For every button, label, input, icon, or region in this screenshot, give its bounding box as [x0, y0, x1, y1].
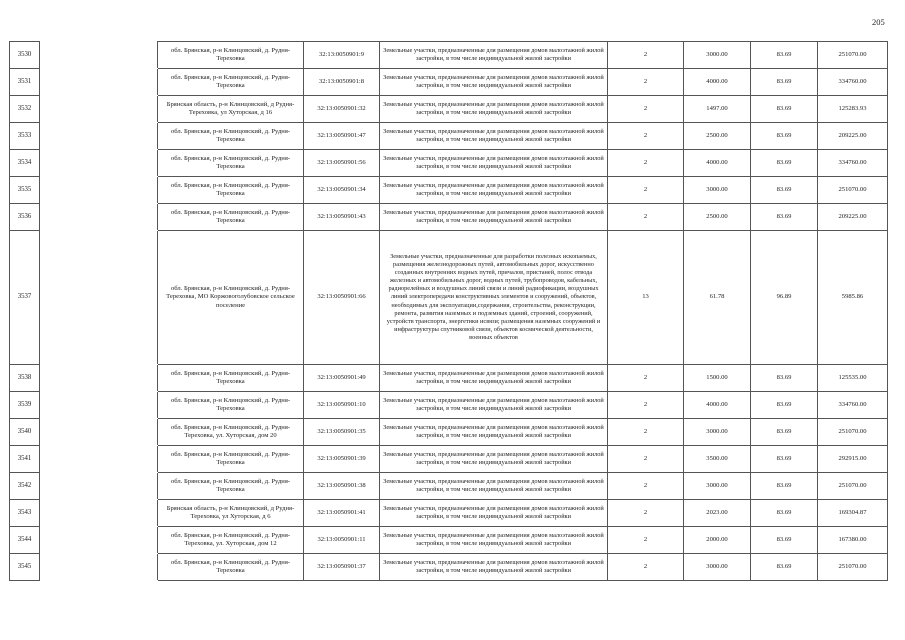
group-code-cell: 13	[608, 231, 684, 365]
group-code-cell: 2	[608, 527, 684, 554]
group-code-cell: 2	[608, 365, 684, 392]
group-code-cell: 2	[608, 204, 684, 231]
area-cell: 2000.00	[684, 527, 751, 554]
land-use-cell: Земельные участки, предназначенные для размещения домов малоэтажной жилой застройки, в том числе индивидуальной жилой застройки	[380, 150, 608, 177]
cadastral-number-cell: 32:13:0050901:9	[304, 42, 380, 69]
row-number-cell: 3541	[10, 446, 40, 473]
specific-value-cell: 83.69	[751, 500, 818, 527]
group-code-cell: 2	[608, 419, 684, 446]
specific-value-cell: 83.69	[751, 69, 818, 96]
cadastral-number-cell: 32:13:0050901:32	[304, 96, 380, 123]
specific-value-cell: 83.69	[751, 123, 818, 150]
cadastral-value-cell: 5985.86	[818, 231, 888, 365]
address-cell: Брянская область, р-н Клинцовский, д Рудня-Тереховка, ул Хуторская, д 6	[158, 500, 304, 527]
group-code-cell: 2	[608, 554, 684, 581]
area-cell: 3000.00	[684, 177, 751, 204]
cadastral-value-cell: 334760.00	[818, 150, 888, 177]
specific-value-cell: 96.89	[751, 231, 818, 365]
cadastral-value-cell: 209225.00	[818, 123, 888, 150]
spacer-cell	[40, 231, 158, 365]
spacer-cell	[40, 69, 158, 96]
table-row	[10, 150, 888, 177]
cadastral-value-cell: 251070.00	[818, 42, 888, 69]
area-cell: 3500.00	[684, 446, 751, 473]
group-code-cell: 2	[608, 150, 684, 177]
cadastral-value-cell: 334760.00	[818, 69, 888, 96]
specific-value-cell: 83.69	[751, 365, 818, 392]
land-use-cell: Земельные участки, предназначенные для размещения домов малоэтажной жилой застройки, в том числе индивидуальной жилой застройки	[380, 123, 608, 150]
row-number-cell: 3536	[10, 204, 40, 231]
table-row	[10, 392, 888, 419]
row-number-cell: 3537	[10, 231, 40, 365]
spacer-cell	[40, 500, 158, 527]
land-use-cell: Земельные участки, предназначенные для размещения домов малоэтажной жилой застройки, в том числе индивидуальной жилой застройки	[380, 554, 608, 581]
group-code-cell: 2	[608, 392, 684, 419]
land-use-cell: Земельные участки, предназначенные для размещения домов малоэтажной жилой застройки, в том числе индивидуальной жилой застройки	[380, 419, 608, 446]
area-cell: 61.78	[684, 231, 751, 365]
cadastral-value-cell: 251070.00	[818, 177, 888, 204]
area-cell: 2023.00	[684, 500, 751, 527]
table-row	[10, 527, 888, 554]
cadastral-value-cell: 251070.00	[818, 554, 888, 581]
group-code-cell: 2	[608, 123, 684, 150]
address-cell: обл. Брянская, р-н Клинцовский, д. Рудня-Тереховка, МО Коржовоголубовское сельское поселение	[158, 231, 304, 365]
row-number-cell: 3534	[10, 150, 40, 177]
row-number-cell: 3533	[10, 123, 40, 150]
land-use-cell: Земельные участки, предназначенные для размещения домов малоэтажной жилой застройки, в том числе индивидуальной жилой застройки	[380, 204, 608, 231]
specific-value-cell: 83.69	[751, 446, 818, 473]
table-row	[10, 231, 888, 365]
land-use-cell: Земельные участки, предназначенные для размещения домов малоэтажной жилой застройки, в том числе индивидуальной жилой застройки	[380, 446, 608, 473]
cadastral-value-cell: 251070.00	[818, 419, 888, 446]
land-use-cell: Земельные участки, предназначенные для размещения домов малоэтажной жилой застройки, в том числе индивидуальной жилой застройки	[380, 96, 608, 123]
group-code-cell: 2	[608, 96, 684, 123]
row-number-cell: 3544	[10, 527, 40, 554]
row-number-cell: 3535	[10, 177, 40, 204]
spacer-cell	[40, 177, 158, 204]
table-row	[10, 419, 888, 446]
spacer-cell	[40, 392, 158, 419]
address-cell: обл. Брянская, р-н Клинцовский, д. Рудня-Тереховка, ул. Хуторская, дом 20	[158, 419, 304, 446]
table-row	[10, 554, 888, 581]
address-cell: обл. Брянская, р-н Клинцовский, д. Рудня-Тереховка	[158, 123, 304, 150]
spacer-cell	[40, 473, 158, 500]
group-code-cell: 2	[608, 42, 684, 69]
row-number-cell: 3543	[10, 500, 40, 527]
address-cell: обл. Брянская, р-н Клинцовский, д. Рудня-Тереховка	[158, 69, 304, 96]
table-row	[10, 96, 888, 123]
land-use-cell: Земельные участки, предназначенные для размещения домов малоэтажной жилой застройки, в том числе индивидуальной жилой застройки	[380, 392, 608, 419]
table-row	[10, 473, 888, 500]
spacer-cell	[40, 554, 158, 581]
specific-value-cell: 83.69	[751, 419, 818, 446]
row-number-cell: 3542	[10, 473, 40, 500]
specific-value-cell: 83.69	[751, 42, 818, 69]
spacer-cell	[40, 150, 158, 177]
specific-value-cell: 83.69	[751, 527, 818, 554]
cadastral-number-cell: 32:13:0050901:35	[304, 419, 380, 446]
cadastral-value-cell: 125535.00	[818, 365, 888, 392]
area-cell: 2500.00	[684, 123, 751, 150]
row-number-cell: 3530	[10, 42, 40, 69]
specific-value-cell: 83.69	[751, 96, 818, 123]
cadastral-value-cell: 334760.00	[818, 392, 888, 419]
table-row	[10, 42, 888, 69]
spacer-cell	[40, 204, 158, 231]
land-use-cell: Земельные участки, предназначенные для размещения домов малоэтажной жилой застройки, в том числе индивидуальной жилой застройки	[380, 42, 608, 69]
address-cell: обл. Брянская, р-н Клинцовский, д. Рудня-Тереховка	[158, 177, 304, 204]
address-cell: обл. Брянская, р-н Клинцовский, д. Рудня-Тереховка, ул. Хуторская, дом 12	[158, 527, 304, 554]
row-number-cell: 3545	[10, 554, 40, 581]
cadastral-number-cell: 32:13:0050901:39	[304, 446, 380, 473]
address-cell: обл. Брянская, р-н Клинцовский, д. Рудня-Тереховка	[158, 365, 304, 392]
specific-value-cell: 83.69	[751, 204, 818, 231]
cadastral-number-cell: 32:13:0050901:49	[304, 365, 380, 392]
address-cell: обл. Брянская, р-н Клинцовский, д. Рудня-Тереховка	[158, 150, 304, 177]
area-cell: 1497.00	[684, 96, 751, 123]
land-use-cell: Земельные участки, предназначенные для размещения домов малоэтажной жилой застройки, в том числе индивидуальной жилой застройки	[380, 365, 608, 392]
spacer-cell	[40, 419, 158, 446]
area-cell: 1500.00	[684, 365, 751, 392]
address-cell: обл. Брянская, р-н Клинцовский, д. Рудня-Тереховка	[158, 446, 304, 473]
table-row	[10, 446, 888, 473]
spacer-cell	[40, 42, 158, 69]
cadastral-number-cell: 32:13:0050901:34	[304, 177, 380, 204]
row-number-cell: 3532	[10, 96, 40, 123]
address-cell: обл. Брянская, р-н Клинцовский, д. Рудня-Тереховка	[158, 392, 304, 419]
area-cell: 4000.00	[684, 69, 751, 96]
cadastral-value-cell: 251070.00	[818, 473, 888, 500]
land-use-cell: Земельные участки, предназначенные для размещения домов малоэтажной жилой застройки, в том числе индивидуальной жилой застройки	[380, 473, 608, 500]
area-cell: 4000.00	[684, 150, 751, 177]
cadastral-value-cell: 209225.00	[818, 204, 888, 231]
row-number-cell: 3540	[10, 419, 40, 446]
land-use-cell: Земельные участки, предназначенные для размещения домов малоэтажной жилой застройки, в том числе индивидуальной жилой застройки	[380, 527, 608, 554]
table-row	[10, 69, 888, 96]
row-number-cell: 3531	[10, 69, 40, 96]
land-use-cell: Земельные участки, предназначенные для разработки полезных ископаемых, размещения железнодорожных путей, автомобильных дорог, искусственно созданных внутренних водных путей, причалов, пристаней, полос отвода железных и автомобильных дорог, водных путей, трубопроводов, кабельных, радиорелейных и воздушных линий связи и линий радиофикации, воздушных линий электропередачи конструктивных элементов и сооружений, объектов, необходимых для эксплуатации,содержания, строительства, реконструкции, ремонта, развития наземных и подземных зданий, строений, сооружений, устройств транспорта, энергетики исвязи; размещения наземных сооружений и инфраструктуры спутниковой связи, объектов космической деятельности, военных объектов	[380, 231, 608, 365]
specific-value-cell: 83.69	[751, 392, 818, 419]
cadastral-number-cell: 32:13:0050901:66	[304, 231, 380, 365]
area-cell: 3000.00	[684, 419, 751, 446]
area-cell: 3000.00	[684, 42, 751, 69]
address-cell: обл. Брянская, р-н Клинцовский, д. Рудня-Тереховка	[158, 42, 304, 69]
group-code-cell: 2	[608, 69, 684, 96]
address-cell: обл. Брянская, р-н Клинцовский, д. Рудня-Тереховка	[158, 554, 304, 581]
group-code-cell: 2	[608, 500, 684, 527]
cadastral-number-cell: 32:13:0050901:8	[304, 69, 380, 96]
group-code-cell: 2	[608, 473, 684, 500]
spacer-cell	[40, 527, 158, 554]
cadastral-number-cell: 32:13:0050901:37	[304, 554, 380, 581]
land-registry-table	[9, 41, 888, 581]
table-row	[10, 500, 888, 527]
specific-value-cell: 83.69	[751, 177, 818, 204]
specific-value-cell: 83.69	[751, 473, 818, 500]
table-row	[10, 365, 888, 392]
page-number: 205	[872, 17, 885, 27]
address-cell: обл. Брянская, р-н Клинцовский, д. Рудня-Тереховка	[158, 204, 304, 231]
group-code-cell: 2	[608, 446, 684, 473]
row-number-cell: 3538	[10, 365, 40, 392]
area-cell: 4000.00	[684, 392, 751, 419]
cadastral-value-cell: 167380.00	[818, 527, 888, 554]
cadastral-value-cell: 125283.93	[818, 96, 888, 123]
area-cell: 2500.00	[684, 204, 751, 231]
address-cell: обл. Брянская, р-н Клинцовский, д. Рудня-Тереховка	[158, 473, 304, 500]
specific-value-cell: 83.69	[751, 150, 818, 177]
cadastral-number-cell: 32:13:0050901:38	[304, 473, 380, 500]
row-number-cell: 3539	[10, 392, 40, 419]
area-cell: 3000.00	[684, 473, 751, 500]
table-row	[10, 123, 888, 150]
cadastral-number-cell: 32:13:0050901:43	[304, 204, 380, 231]
spacer-cell	[40, 96, 158, 123]
specific-value-cell: 83.69	[751, 554, 818, 581]
spacer-cell	[40, 365, 158, 392]
group-code-cell: 2	[608, 177, 684, 204]
spacer-cell	[40, 446, 158, 473]
land-use-cell: Земельные участки, предназначенные для размещения домов малоэтажной жилой застройки, в том числе индивидуальной жилой застройки	[380, 69, 608, 96]
cadastral-value-cell: 292915.00	[818, 446, 888, 473]
land-use-cell: Земельные участки, предназначенные для размещения домов малоэтажной жилой застройки, в том числе индивидуальной жилой застройки	[380, 177, 608, 204]
cadastral-number-cell: 32:13:0050901:41	[304, 500, 380, 527]
table-row	[10, 177, 888, 204]
table-row	[10, 204, 888, 231]
address-cell: Брянская область, р-н Клинцовский, д Рудня-Тереховка, ул Хуторская, д 16	[158, 96, 304, 123]
land-use-cell: Земельные участки, предназначенные для размещения домов малоэтажной жилой застройки, в том числе индивидуальной жилой застройки	[380, 500, 608, 527]
cadastral-number-cell: 32:13:0050901:11	[304, 527, 380, 554]
cadastral-number-cell: 32:13:0050901:56	[304, 150, 380, 177]
area-cell: 3000.00	[684, 554, 751, 581]
cadastral-number-cell: 32:13:0050901:10	[304, 392, 380, 419]
spacer-cell	[40, 123, 158, 150]
cadastral-value-cell: 169304.87	[818, 500, 888, 527]
cadastral-number-cell: 32:13:0050901:47	[304, 123, 380, 150]
